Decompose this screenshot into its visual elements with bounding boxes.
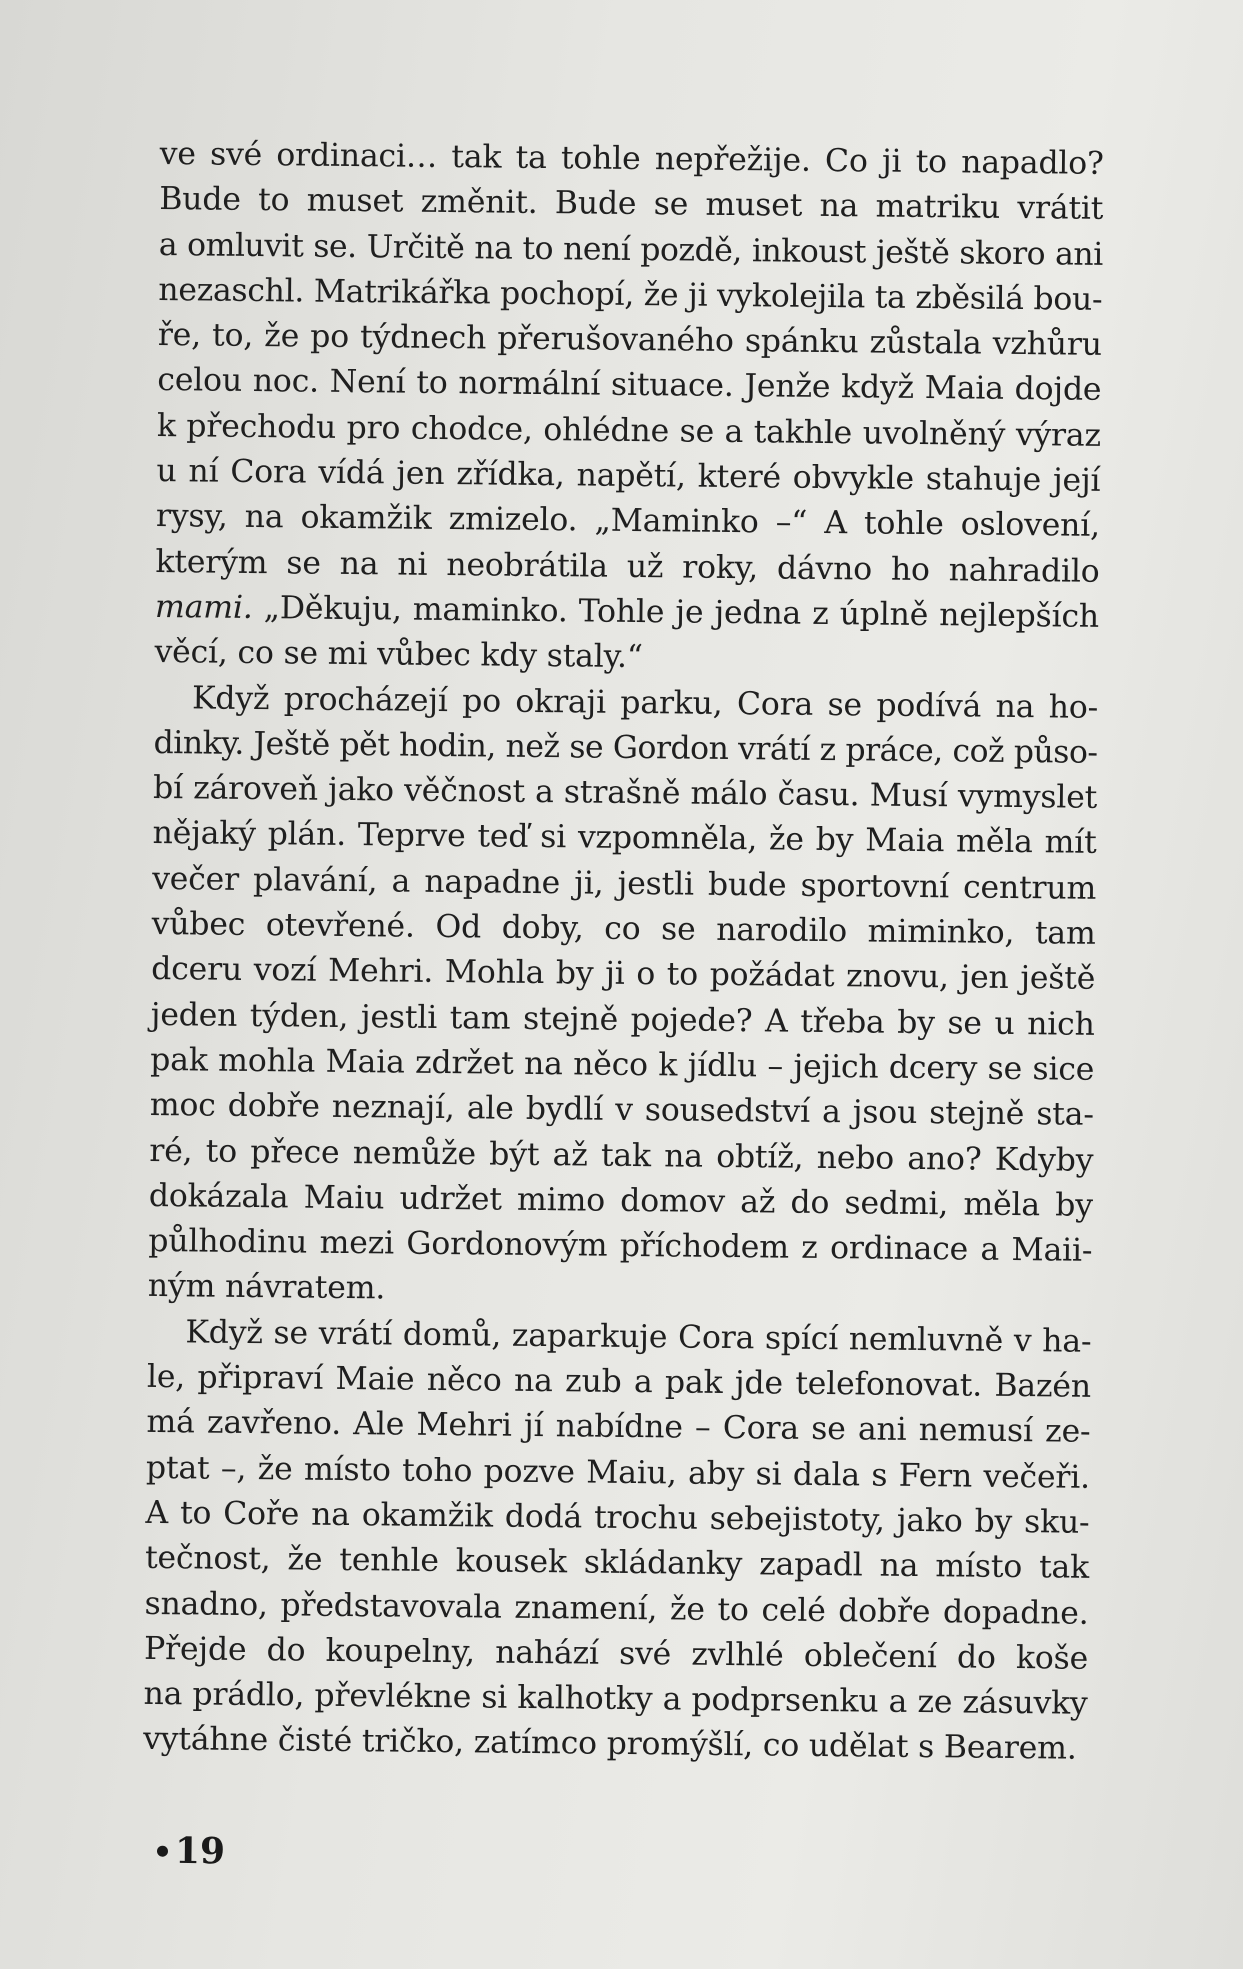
text-line: ré, to přece nemůže být až tak na obtíž, nebo ano? Kdyby — [149, 1132, 1094, 1179]
text-line: bí zároveň jako věčnost a strašně málo času. Musí vymyslet — [152, 770, 1098, 817]
text-line: moc dobře neznají, ale bydlí v sousedství a jsou stejně sta- — [149, 1087, 1094, 1134]
text-line: večer plavání, a napadne ji, jestli bude sportovní centrum — [151, 860, 1097, 907]
text-line: kterým se na ni neobrátila už roky, dávno ho nahradilo — [155, 543, 1100, 590]
text-line: snadno, představovala znamení, že to celé dobře dopadne. — [144, 1585, 1089, 1632]
text-line: mami. „Děkuju, maminko. Tohle je jedna z úplně nejlepších — [154, 588, 1100, 635]
text-line: Když procházejí po okraji parku, Cora se podívá na ho- — [191, 679, 1099, 726]
text-line: Přejde do koupelny, nahází své zvlhlé oblečení do koše — [143, 1630, 1089, 1677]
text-line: věcí, co se mi vůbec kdy staly.“ — [154, 634, 643, 676]
text-line: ve své ordinaci… tak ta tohle nepřežije. Co ji to napadlo? — [159, 135, 1104, 182]
text-line: na prádlo, převlékne si kalhotky a podprsenku a ze zásuvky — [143, 1676, 1088, 1722]
text-line: dinky. Ještě pět hodin, než se Gordon vrátí z práce, což půso- — [153, 724, 1098, 771]
text-line: dceru vozí Mehri. Mohla by ji o to požádat znovu, jen ještě — [151, 951, 1096, 998]
text-line: rysy, na okamžik zmizelo. „Maminko –“ A tohle oslovení, — [155, 498, 1101, 545]
text-line: nějaký plán. Teprve teď si vzpomněla, že by Maia měla mít — [152, 815, 1097, 862]
page-number-value: 19 — [174, 1829, 226, 1873]
text-line: ptat –, že místo toho pozve Maiu, aby si dala s Fern večeři. — [145, 1449, 1091, 1496]
text-line: le, připraví Maie něco na zub a pak jde telefonovat. Bazén — [146, 1358, 1092, 1405]
body-text — [143, 132, 1104, 1772]
bullet-icon — [157, 1845, 168, 1856]
paragraph — [154, 132, 1104, 685]
text-line: Když se vrátí domů, zaparkuje Cora spící nemluvně v ha- — [185, 1314, 1092, 1360]
text-line: pak mohla Maia zdržet na něco k jídlu – jejich dcery se sice — [150, 1041, 1095, 1088]
text-line: u ní Cora vídá jen zřídka, napětí, které obvykle stahuje její — [156, 453, 1101, 499]
text-line: jeden týden, jestli tam stejně pojede? A třeba by se u nich — [150, 996, 1095, 1043]
page-number — [157, 1830, 226, 1873]
text-line: vytáhne čisté tričko, zatímco promýšlí, co udělat s Bearem. — [142, 1721, 1077, 1768]
text-line: Bude to muset změnit. Bude se muset na matriku vrátit — [159, 181, 1104, 228]
text-line: A to Coře na okamžik dodá trochu sebejistoty, jako by sku- — [145, 1494, 1090, 1541]
text-line: k přechodu pro chodce, ohlédne se a takhle uvolněný výraz — [156, 407, 1102, 454]
text-line: ným návratem. — [147, 1268, 386, 1307]
text-line: dokázala Maiu udržet mimo domov až do sedmi, měla by — [148, 1177, 1093, 1224]
text-line: půlhodinu mezi Gordonovým příchodem z ordinace a Maii- — [148, 1223, 1093, 1269]
text-line: nezaschl. Matrikářka pochopí, že ji vykolejila ta zběsilá bou- — [158, 271, 1103, 318]
text-line: vůbec otevřené. Od doby, co se narodilo miminko, tam — [151, 906, 1096, 952]
text-line: celou noc. Není to normální situace. Jenže když Maia dojde — [157, 362, 1102, 409]
text-line: tečnost, že tenhle kousek skládanky zapadl na místo tak — [144, 1540, 1090, 1587]
emphasis: mami. — [154, 588, 253, 626]
paragraph — [143, 1310, 1092, 1773]
paragraph — [148, 676, 1099, 1320]
text-line: a omluvit se. Určitě na to není pozdě, inkoust ještě skoro ani — [158, 226, 1103, 273]
text-line: ře, to, že po týdnech přerušovaného spánku zůstala vzhůru — [157, 317, 1103, 364]
text-line: má zavřeno. Ale Mehri jí nabídne – Cora se ani nemusí ze- — [146, 1404, 1091, 1451]
